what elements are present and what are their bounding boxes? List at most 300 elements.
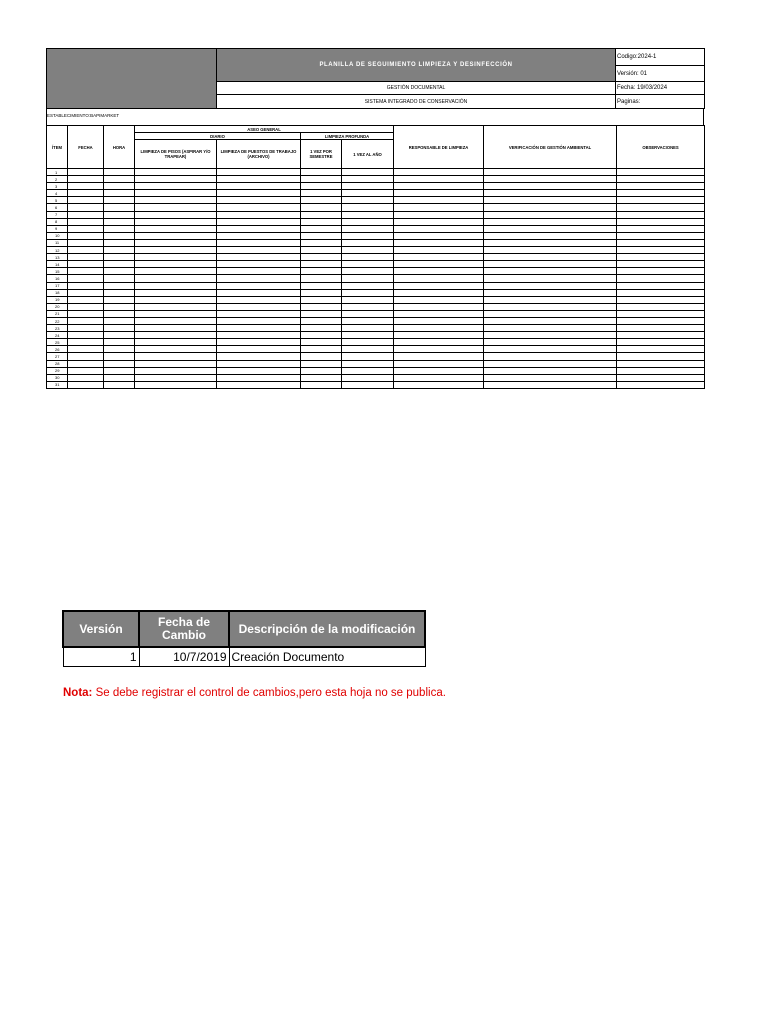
table-cell[interactable] [104,325,135,332]
table-cell[interactable] [394,317,484,324]
col-hora: HORA [104,126,135,169]
table-cell[interactable] [68,268,104,275]
table-cell[interactable] [394,190,484,197]
table-cell[interactable] [301,225,342,232]
table-cell[interactable] [342,339,394,346]
table-cell[interactable] [342,303,394,310]
table-cell[interactable] [342,296,394,303]
table-cell[interactable] [104,339,135,346]
table-cell[interactable] [342,346,394,353]
table-cell[interactable] [217,204,301,211]
table-cell[interactable] [104,261,135,268]
table-cell[interactable] [342,218,394,225]
item-number-cell: 7 [47,211,68,218]
table-cell[interactable] [68,289,104,296]
table-cell[interactable] [484,275,617,282]
table-cell[interactable] [617,339,705,346]
table-cell[interactable] [68,211,104,218]
table-cell[interactable] [342,225,394,232]
table-cell[interactable] [342,374,394,381]
table-cell[interactable] [394,239,484,246]
table-cell[interactable] [135,325,217,332]
table-cell[interactable] [68,367,104,374]
table-cell[interactable] [135,211,217,218]
table-cell[interactable] [68,218,104,225]
table-cell[interactable] [217,275,301,282]
table-cell[interactable] [342,275,394,282]
table-cell[interactable] [135,261,217,268]
table-cell[interactable] [484,325,617,332]
table-cell[interactable] [617,367,705,374]
table-cell[interactable] [135,339,217,346]
table-cell[interactable] [301,254,342,261]
table-cell[interactable] [484,367,617,374]
table-cell[interactable] [104,176,135,183]
table-cell[interactable] [135,346,217,353]
table-cell[interactable] [68,353,104,360]
table-cell[interactable] [68,176,104,183]
table-cell[interactable] [617,310,705,317]
table-cell[interactable] [217,381,301,388]
table-row [47,296,705,303]
table-cell[interactable] [217,289,301,296]
table-cell[interactable] [484,282,617,289]
table-cell[interactable] [68,225,104,232]
table-cell[interactable] [617,183,705,190]
table-cell[interactable] [394,275,484,282]
table-cell[interactable] [484,317,617,324]
table-cell[interactable] [217,211,301,218]
table-cell[interactable] [484,204,617,211]
table-cell[interactable] [68,332,104,339]
table-cell[interactable] [394,367,484,374]
table-cell[interactable] [104,317,135,324]
table-cell[interactable] [217,353,301,360]
table-cell[interactable] [135,190,217,197]
table-cell[interactable] [484,169,617,176]
table-cell[interactable] [68,339,104,346]
table-cell[interactable] [617,325,705,332]
table-cell[interactable] [617,275,705,282]
table-cell[interactable] [301,190,342,197]
table-cell[interactable] [68,232,104,239]
table-cell[interactable] [135,239,217,246]
table-cell[interactable] [617,239,705,246]
table-cell[interactable] [104,247,135,254]
table-cell[interactable] [135,282,217,289]
table-cell[interactable] [484,239,617,246]
table-cell[interactable] [394,289,484,296]
item-number-cell: 5 [47,197,68,204]
table-cell[interactable] [68,325,104,332]
table-cell[interactable] [104,183,135,190]
table-cell[interactable] [342,317,394,324]
table-cell[interactable] [342,239,394,246]
table-cell[interactable] [217,247,301,254]
table-cell[interactable] [617,296,705,303]
table-cell[interactable] [342,176,394,183]
table-cell[interactable] [68,346,104,353]
table-cell[interactable] [342,332,394,339]
table-cell[interactable] [342,204,394,211]
table-cell[interactable] [217,282,301,289]
table-cell[interactable] [484,254,617,261]
table-cell[interactable] [135,218,217,225]
table-cell[interactable] [394,247,484,254]
table-cell[interactable] [68,374,104,381]
table-cell[interactable] [104,381,135,388]
table-cell[interactable] [484,268,617,275]
table-cell[interactable] [68,254,104,261]
table-cell[interactable] [217,176,301,183]
table-row [47,346,705,353]
table-cell[interactable] [394,381,484,388]
table-cell[interactable] [135,225,217,232]
table-cell[interactable] [301,268,342,275]
table-cell[interactable] [217,239,301,246]
item-number-cell: 11 [47,239,68,246]
table-cell[interactable] [394,332,484,339]
table-cell[interactable] [301,360,342,367]
table-cell[interactable] [394,176,484,183]
table-cell[interactable] [301,204,342,211]
table-cell[interactable] [484,183,617,190]
table-cell[interactable] [394,303,484,310]
table-cell[interactable] [394,360,484,367]
table-cell[interactable] [135,183,217,190]
table-cell[interactable] [301,296,342,303]
table-cell[interactable] [217,310,301,317]
table-cell[interactable] [394,339,484,346]
table-cell[interactable] [104,296,135,303]
table-cell[interactable] [135,204,217,211]
table-cell[interactable] [135,169,217,176]
table-cell[interactable] [342,169,394,176]
table-cell[interactable] [217,374,301,381]
table-cell[interactable] [135,247,217,254]
table-cell[interactable] [301,325,342,332]
table-cell[interactable] [217,232,301,239]
table-cell[interactable] [217,197,301,204]
table-cell[interactable] [617,254,705,261]
table-cell[interactable] [301,275,342,282]
table-cell[interactable] [217,254,301,261]
table-cell[interactable] [484,339,617,346]
table-cell[interactable] [484,303,617,310]
table-cell[interactable] [217,325,301,332]
table-cell[interactable] [617,232,705,239]
table-cell[interactable] [217,332,301,339]
table-cell[interactable] [394,268,484,275]
table-cell[interactable] [104,374,135,381]
table-cell[interactable] [301,381,342,388]
table-cell[interactable] [617,268,705,275]
table-cell[interactable] [104,289,135,296]
table-cell[interactable] [217,225,301,232]
table-cell[interactable] [301,282,342,289]
table-cell[interactable] [135,353,217,360]
table-cell[interactable] [301,303,342,310]
table-cell[interactable] [217,339,301,346]
table-cell[interactable] [217,183,301,190]
table-cell[interactable] [135,332,217,339]
table-cell[interactable] [104,346,135,353]
changes-version-cell: 1 [63,647,139,667]
table-cell[interactable] [104,353,135,360]
table-cell[interactable] [217,296,301,303]
table-cell[interactable] [104,254,135,261]
table-cell[interactable] [301,211,342,218]
table-cell[interactable] [394,204,484,211]
table-cell[interactable] [104,218,135,225]
table-cell[interactable] [342,232,394,239]
table-cell[interactable] [135,197,217,204]
table-cell[interactable] [301,374,342,381]
table-cell[interactable] [104,303,135,310]
table-cell[interactable] [135,317,217,324]
table-cell[interactable] [484,247,617,254]
table-cell[interactable] [617,261,705,268]
table-cell[interactable] [617,211,705,218]
table-cell[interactable] [617,332,705,339]
table-cell[interactable] [484,289,617,296]
table-cell[interactable] [135,381,217,388]
col-verificacion: VERIFICACIÓN DE GESTIÓN AMBIENTAL [484,126,617,169]
table-cell[interactable] [104,332,135,339]
table-cell[interactable] [135,296,217,303]
table-cell[interactable] [394,346,484,353]
table-cell[interactable] [394,282,484,289]
table-cell[interactable] [135,303,217,310]
table-cell[interactable] [484,261,617,268]
table-cell[interactable] [68,183,104,190]
table-cell[interactable] [135,374,217,381]
table-cell[interactable] [394,225,484,232]
table-cell[interactable] [394,254,484,261]
table-cell[interactable] [135,275,217,282]
table-cell[interactable] [135,232,217,239]
item-number-cell: 13 [47,254,68,261]
table-row [47,247,705,254]
table-cell[interactable] [617,169,705,176]
table-cell[interactable] [301,169,342,176]
table-cell[interactable] [135,254,217,261]
table-cell[interactable] [342,211,394,218]
table-cell[interactable] [394,325,484,332]
table-cell[interactable] [104,367,135,374]
table-cell[interactable] [301,176,342,183]
table-cell[interactable] [342,197,394,204]
table-cell[interactable] [394,353,484,360]
table-cell[interactable] [68,239,104,246]
table-cell[interactable] [68,204,104,211]
changes-header-fecha: Fecha de Cambio [139,611,229,647]
table-cell[interactable] [617,218,705,225]
table-cell[interactable] [342,325,394,332]
table-cell[interactable] [617,346,705,353]
table-cell[interactable] [104,169,135,176]
table-cell[interactable] [484,225,617,232]
table-cell[interactable] [301,232,342,239]
table-cell[interactable] [217,218,301,225]
table-cell[interactable] [68,261,104,268]
table-cell[interactable] [342,360,394,367]
table-cell[interactable] [394,310,484,317]
table-cell[interactable] [394,232,484,239]
table-cell[interactable] [104,211,135,218]
table-cell[interactable] [68,190,104,197]
table-cell[interactable] [484,232,617,239]
table-cell[interactable] [104,275,135,282]
table-cell[interactable] [68,169,104,176]
form-header [46,48,705,109]
table-cell[interactable] [68,282,104,289]
table-cell[interactable] [217,268,301,275]
table-cell[interactable] [617,247,705,254]
table-cell[interactable] [217,346,301,353]
table-cell[interactable] [301,183,342,190]
table-cell[interactable] [217,190,301,197]
table-cell[interactable] [301,197,342,204]
table-cell[interactable] [484,360,617,367]
table-cell[interactable] [104,197,135,204]
table-cell[interactable] [301,289,342,296]
table-cell[interactable] [68,381,104,388]
table-cell[interactable] [104,268,135,275]
table-cell[interactable] [301,353,342,360]
table-cell[interactable] [301,310,342,317]
table-cell[interactable] [484,190,617,197]
item-number-cell: 21 [47,310,68,317]
table-cell[interactable] [342,254,394,261]
table-cell[interactable] [342,367,394,374]
table-cell[interactable] [135,310,217,317]
table-cell[interactable] [68,247,104,254]
table-cell[interactable] [68,303,104,310]
table-cell[interactable] [484,218,617,225]
establecimiento-label: ESTABLECIMIENTO:BAPIMARKET [47,113,120,118]
table-cell[interactable] [68,197,104,204]
table-cell[interactable] [394,218,484,225]
table-cell[interactable] [617,204,705,211]
table-cell[interactable] [301,218,342,225]
table-cell[interactable] [301,317,342,324]
table-cell[interactable] [484,310,617,317]
table-cell[interactable] [104,310,135,317]
table-cell[interactable] [342,268,394,275]
table-cell[interactable] [617,303,705,310]
table-cell[interactable] [342,353,394,360]
table-cell[interactable] [484,176,617,183]
table-cell[interactable] [217,367,301,374]
table-cell[interactable] [342,261,394,268]
table-cell[interactable] [394,211,484,218]
table-cell[interactable] [342,289,394,296]
table-cell[interactable] [68,296,104,303]
table-cell[interactable] [104,282,135,289]
table-cell[interactable] [617,381,705,388]
table-cell[interactable] [617,282,705,289]
table-cell[interactable] [617,225,705,232]
table-cell[interactable] [484,346,617,353]
table-cell[interactable] [394,296,484,303]
table-cell[interactable] [135,268,217,275]
table-row [47,268,705,275]
table-cell[interactable] [484,374,617,381]
table-cell[interactable] [104,239,135,246]
table-cell[interactable] [135,367,217,374]
table-cell[interactable] [217,360,301,367]
table-cell[interactable] [217,317,301,324]
table-cell[interactable] [617,374,705,381]
table-cell[interactable] [301,339,342,346]
table-cell[interactable] [135,289,217,296]
table-cell[interactable] [484,197,617,204]
table-cell[interactable] [68,275,104,282]
table-cell[interactable] [342,247,394,254]
table-cell[interactable] [617,360,705,367]
table-cell[interactable] [484,353,617,360]
table-cell[interactable] [394,183,484,190]
table-cell[interactable] [342,381,394,388]
table-cell[interactable] [135,360,217,367]
table-cell[interactable] [135,176,217,183]
table-cell[interactable] [342,310,394,317]
table-cell[interactable] [301,261,342,268]
table-row [47,211,705,218]
table-cell[interactable] [484,332,617,339]
table-cell[interactable] [301,346,342,353]
table-cell[interactable] [617,353,705,360]
table-cell[interactable] [342,190,394,197]
table-cell[interactable] [104,225,135,232]
table-cell[interactable] [217,169,301,176]
table-cell[interactable] [68,317,104,324]
table-cell[interactable] [617,317,705,324]
table-cell[interactable] [484,381,617,388]
table-cell[interactable] [617,289,705,296]
table-cell[interactable] [301,239,342,246]
table-cell[interactable] [104,360,135,367]
table-cell[interactable] [484,211,617,218]
table-cell[interactable] [68,360,104,367]
table-cell[interactable] [394,197,484,204]
table-cell[interactable] [342,282,394,289]
table-cell[interactable] [104,190,135,197]
col-limpieza-profunda: LIMPIEZA PROFUNDA [301,133,394,140]
table-cell[interactable] [394,261,484,268]
table-cell[interactable] [617,176,705,183]
col-aseo-general: ASEO GENERAL [135,126,394,133]
table-cell[interactable] [484,296,617,303]
item-number-cell: 1 [47,169,68,176]
item-number-cell: 20 [47,303,68,310]
item-number-cell: 17 [47,282,68,289]
table-cell[interactable] [217,303,301,310]
table-cell[interactable] [104,232,135,239]
table-cell[interactable] [217,261,301,268]
table-cell[interactable] [301,332,342,339]
table-cell[interactable] [68,310,104,317]
table-cell[interactable] [617,190,705,197]
table-cell[interactable] [104,204,135,211]
table-cell[interactable] [394,169,484,176]
table-cell[interactable] [342,183,394,190]
table-cell[interactable] [301,367,342,374]
table-cell[interactable] [301,247,342,254]
table-cell[interactable] [394,374,484,381]
table-cell[interactable] [617,197,705,204]
